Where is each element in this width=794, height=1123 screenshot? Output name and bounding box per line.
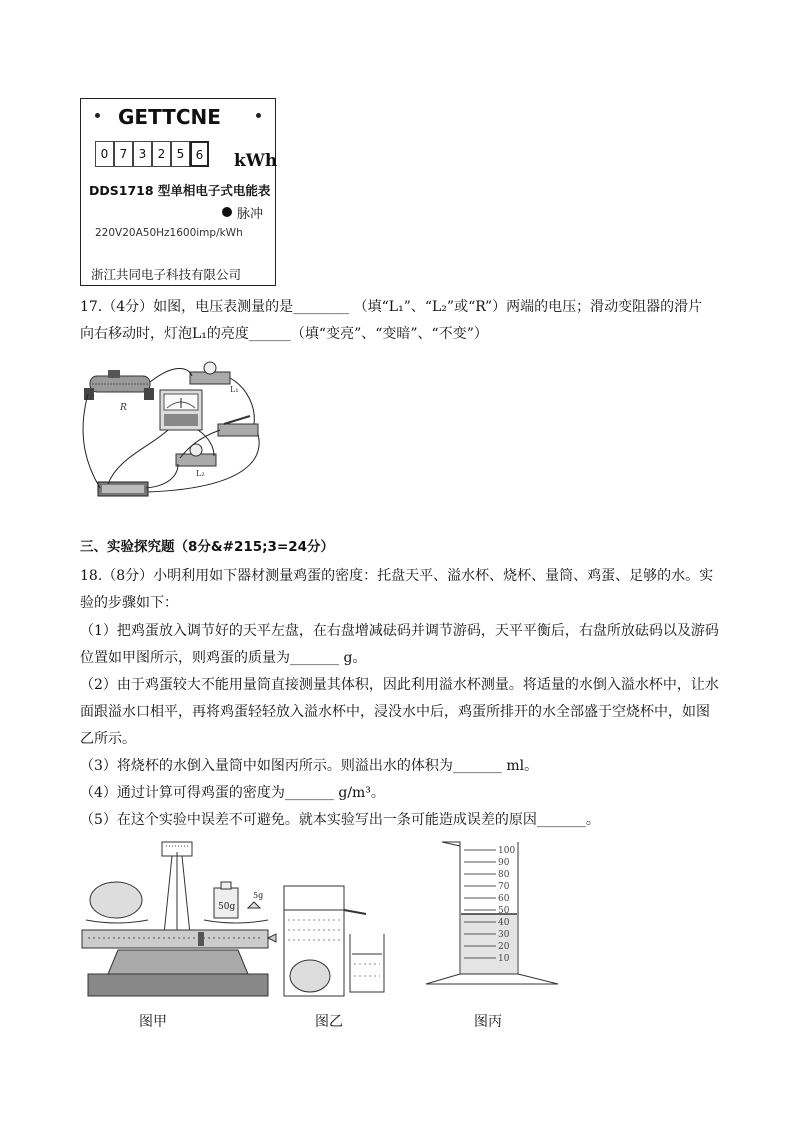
meter-unit: kWh (234, 151, 278, 171)
section3-title: 三、实验探究题（8分&#215;3=24分） (80, 539, 335, 555)
meter-model: DDS1718 型单相电子式电能表 (89, 183, 271, 198)
q18-intro-line1: 18.（8分）小明利用如下器材测量鸡蛋的密度：托盘天平、溢水杯、烧杯、量筒、鸡蛋、足够的水。实 (80, 568, 714, 584)
meter-digit: 7 (114, 141, 133, 167)
meter-maker: 浙江共同电子科技有限公司 (91, 267, 242, 282)
beaker (350, 934, 384, 992)
tick-label: 90 (498, 858, 510, 868)
q18-step3: （3）将烧杯的水倒入量筒中如图丙所示。则溢出水的体积为_______ ml。 (80, 758, 539, 774)
meter-brand: GETTCNE (118, 105, 221, 129)
tick-label: 30 (498, 930, 510, 940)
balance-beam (82, 930, 268, 948)
balance-base (88, 974, 268, 996)
q18-step2-line3: 乙所示。 (80, 731, 136, 747)
electricity-meter-figure (80, 98, 276, 286)
tick-label: 100 (498, 846, 516, 856)
small-weight-label: 5g (253, 891, 264, 900)
egg (90, 882, 142, 918)
label-l1: L₁ (230, 385, 239, 394)
meter-digit: 0 (95, 141, 114, 167)
q18-step1-line1: （1）把鸡蛋放入调节好的天平左盘，在右盘增减砝码并调节游码，天平平衡后，右盘所放砝码以及游码 (80, 623, 719, 639)
label-r: R (120, 403, 127, 413)
meter-digit: 2 (152, 141, 171, 167)
meter-pulse-label: 脉冲 (237, 207, 264, 222)
tick-label: 20 (498, 942, 510, 952)
q18-step5: （5）在这个实验中误差不可避免。就本实验写出一条可能造成误差的原因_______。 (80, 812, 600, 828)
meter-digit-decimal: 6 (190, 141, 209, 167)
tick-label: 70 (498, 882, 510, 892)
egg-submerged (290, 960, 330, 992)
battery (98, 482, 148, 496)
q17-line1: 17.（4分）如图，电压表测量的是________ （填“L₁”、“L₂”或“R”）两端的电压；滑动变阻器的滑片 (80, 299, 703, 315)
meter-digit: 5 (171, 141, 190, 167)
tick-label: 60 (498, 894, 510, 904)
tick-label: 40 (498, 918, 510, 928)
meter-spec: 220V20A50Hz1600imp/kWh (95, 227, 243, 239)
tick-label: 80 (498, 870, 510, 880)
q17-line2: 向右移动时，灯泡L₁的亮度______（填“变亮”、“变暗”、“不变”） (80, 326, 488, 342)
cylinder-base (426, 974, 558, 984)
spout (344, 910, 366, 914)
q18-step4: （4）通过计算可得鸡蛋的密度为_______ g/m³。 (80, 785, 385, 801)
tick-label: 50 (498, 906, 510, 916)
balance-figure (78, 838, 278, 1002)
voltmeter (160, 390, 202, 430)
q18-step2-line1: （2）由于鸡蛋较大不能用量筒直接测量其体积，因此利用溢水杯测量。将适量的水倒入溢水杯中，让水 (80, 677, 719, 693)
meter-digits (95, 141, 209, 167)
label-l2: L₂ (196, 469, 205, 478)
meter-digit: 3 (133, 141, 152, 167)
caption-bing: 图丙 (474, 1014, 502, 1030)
caption-jia: 图甲 (139, 1014, 167, 1030)
q18-step2-line2: 面跟溢水口相平，再将鸡蛋轻轻放入溢水杯中，浸没水中后，鸡蛋所排开的水全部盛于空烧杯中，如图 (80, 704, 710, 720)
screw-dot-left (95, 113, 100, 118)
weight-50g-label: 50g (218, 902, 236, 912)
pulse-led-icon (222, 207, 232, 217)
tick-label: 10 (498, 954, 510, 964)
measuring-cylinder-figure (424, 838, 560, 988)
caption-yi: 图乙 (315, 1014, 343, 1030)
overflow-cup-figure (280, 880, 390, 1004)
q18-step1-line2: 位置如甲图所示，则鸡蛋的质量为_______ g。 (80, 650, 367, 666)
rider (198, 932, 204, 946)
q18-intro-line2: 验的步骤如下： (80, 595, 178, 611)
screw-dot-right (256, 113, 261, 118)
circuit-figure (78, 358, 268, 502)
